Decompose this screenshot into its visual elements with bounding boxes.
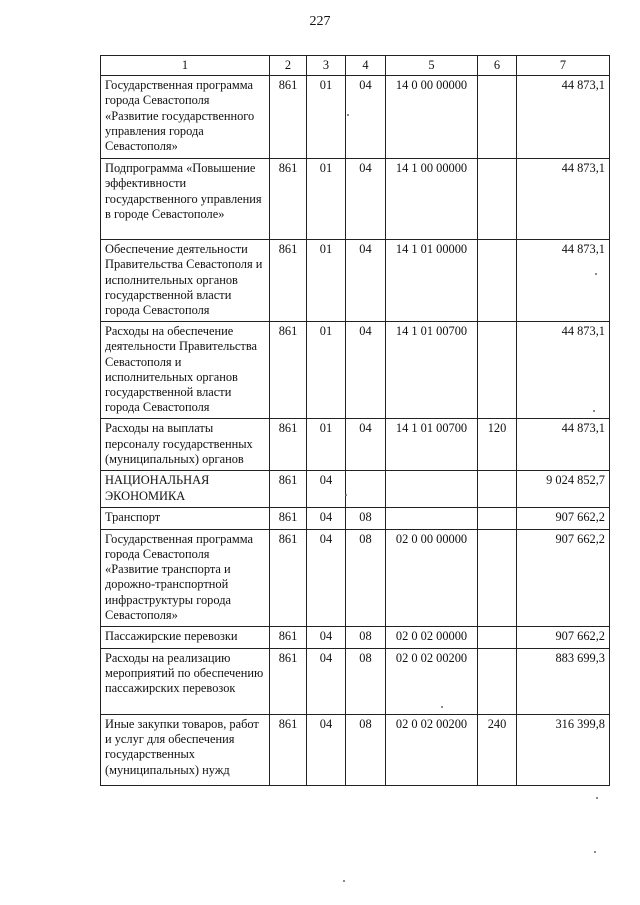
- ministry-code: 861: [270, 419, 307, 471]
- section-code: 04: [307, 627, 346, 649]
- expense-type-code: [478, 649, 517, 715]
- expense-name: Расходы на обеспечение деятельности Правительства Севастополя и исполнительных органов государственной власти города Севастополя: [101, 322, 270, 419]
- table-row: [101, 715, 610, 786]
- target-article-code: 14 0 00 00000: [386, 76, 478, 159]
- expense-name: Расходы на реализацию мероприятий по обеспечению пассажирских перевозок: [101, 649, 270, 715]
- page-number: 227: [309, 14, 331, 29]
- amount: 316 399,8: [517, 715, 610, 786]
- section-code: 04: [307, 529, 346, 626]
- ministry-code: 861: [270, 649, 307, 715]
- section-code: 04: [307, 649, 346, 715]
- target-article-code: 14 1 00 00000: [386, 159, 478, 240]
- ministry-code: 861: [270, 627, 307, 649]
- column-header-3: 3: [307, 56, 346, 76]
- subsection-code: 08: [346, 529, 386, 626]
- section-code: 04: [307, 507, 346, 529]
- subsection-code: 04: [346, 159, 386, 240]
- expense-name: Расходы на выплаты персоналу государственных (муниципальных) органов: [101, 419, 270, 471]
- ministry-code: 861: [270, 159, 307, 240]
- table-row: [101, 507, 610, 529]
- scan-speck: [593, 410, 595, 412]
- target-article-code: 02 0 02 00200: [386, 649, 478, 715]
- subsection-code: 08: [346, 649, 386, 715]
- column-header-6: 6: [478, 56, 517, 76]
- expense-name: Подпрограмма «Повышение эффективности государственного управления в городе Севастополе»: [101, 159, 270, 240]
- scan-speck: [595, 273, 597, 275]
- expense-type-code: [478, 529, 517, 626]
- target-article-code: [386, 471, 478, 507]
- amount: 44 873,1: [517, 419, 610, 471]
- budget-table: [100, 55, 610, 786]
- table-row: [101, 76, 610, 159]
- column-header-7: 7: [517, 56, 610, 76]
- expense-name: НАЦИОНАЛЬНАЯ ЭКОНОМИКА: [101, 471, 270, 507]
- table-row: [101, 529, 610, 626]
- expense-type-code: [478, 627, 517, 649]
- target-article-code: 14 1 01 00700: [386, 322, 478, 419]
- scan-speck: [347, 114, 349, 116]
- expense-type-code: 120: [478, 419, 517, 471]
- ministry-code: 861: [270, 471, 307, 507]
- section-code: 01: [307, 240, 346, 322]
- section-code: 01: [307, 322, 346, 419]
- column-header-1: 1: [101, 56, 270, 76]
- amount: 907 662,2: [517, 627, 610, 649]
- subsection-code: 04: [346, 240, 386, 322]
- expense-type-code: [478, 471, 517, 507]
- table-row: [101, 627, 610, 649]
- table-row: [101, 419, 610, 471]
- scan-speck: [594, 851, 596, 853]
- target-article-code: 02 0 00 00000: [386, 529, 478, 626]
- expense-type-code: [478, 240, 517, 322]
- scan-speck: [441, 706, 443, 708]
- section-code: 01: [307, 159, 346, 240]
- amount: 9 024 852,7: [517, 471, 610, 507]
- target-article-code: 14 1 01 00000: [386, 240, 478, 322]
- ministry-code: 861: [270, 240, 307, 322]
- subsection-code: 04: [346, 322, 386, 419]
- table-row: [101, 322, 610, 419]
- scan-speck: [343, 880, 345, 882]
- expense-type-code: [478, 507, 517, 529]
- ministry-code: 861: [270, 76, 307, 159]
- scan-speck: [345, 494, 347, 496]
- table-row: [101, 649, 610, 715]
- expense-name: Транспорт: [101, 507, 270, 529]
- expense-type-code: 240: [478, 715, 517, 786]
- amount: 907 662,2: [517, 529, 610, 626]
- scan-speck: [596, 797, 598, 799]
- section-code: 01: [307, 419, 346, 471]
- expense-name: Иные закупки товаров, работ и услуг для обеспечения государственных (муниципальных) нужд: [101, 715, 270, 786]
- amount: 907 662,2: [517, 507, 610, 529]
- expense-name: Пассажирские перевозки: [101, 627, 270, 649]
- ministry-code: 861: [270, 529, 307, 626]
- subsection-code: 08: [346, 627, 386, 649]
- amount: 44 873,1: [517, 322, 610, 419]
- expense-name: Государственная программа города Севастополя «Развитие государственного управления города Севастополя»: [101, 76, 270, 159]
- column-header-2: 2: [270, 56, 307, 76]
- expense-name: Обеспечение деятельности Правительства Севастополя и исполнительных органов государственной власти города Севастополя: [101, 240, 270, 322]
- section-code: 04: [307, 471, 346, 507]
- subsection-code: 04: [346, 419, 386, 471]
- amount: 44 873,1: [517, 159, 610, 240]
- subsection-code: 08: [346, 715, 386, 786]
- amount: 44 873,1: [517, 76, 610, 159]
- table-row: [101, 471, 610, 507]
- expense-type-code: [478, 322, 517, 419]
- column-number-row: [101, 56, 610, 76]
- subsection-code: [346, 471, 386, 507]
- ministry-code: 861: [270, 507, 307, 529]
- ministry-code: 861: [270, 322, 307, 419]
- table-row: [101, 240, 610, 322]
- ministry-code: 861: [270, 715, 307, 786]
- subsection-code: 04: [346, 76, 386, 159]
- section-code: 04: [307, 715, 346, 786]
- expense-type-code: [478, 159, 517, 240]
- target-article-code: 14 1 01 00700: [386, 419, 478, 471]
- column-header-4: 4: [346, 56, 386, 76]
- target-article-code: 02 0 02 00000: [386, 627, 478, 649]
- expense-name: Государственная программа города Севастополя «Развитие транспорта и дорожно-транспортной инфраструктуры города Севастополя»: [101, 529, 270, 626]
- expense-type-code: [478, 76, 517, 159]
- table-row: [101, 159, 610, 240]
- amount: 883 699,3: [517, 649, 610, 715]
- target-article-code: [386, 507, 478, 529]
- subsection-code: 08: [346, 507, 386, 529]
- target-article-code: 02 0 02 00200: [386, 715, 478, 786]
- amount: 44 873,1: [517, 240, 610, 322]
- section-code: 01: [307, 76, 346, 159]
- column-header-5: 5: [386, 56, 478, 76]
